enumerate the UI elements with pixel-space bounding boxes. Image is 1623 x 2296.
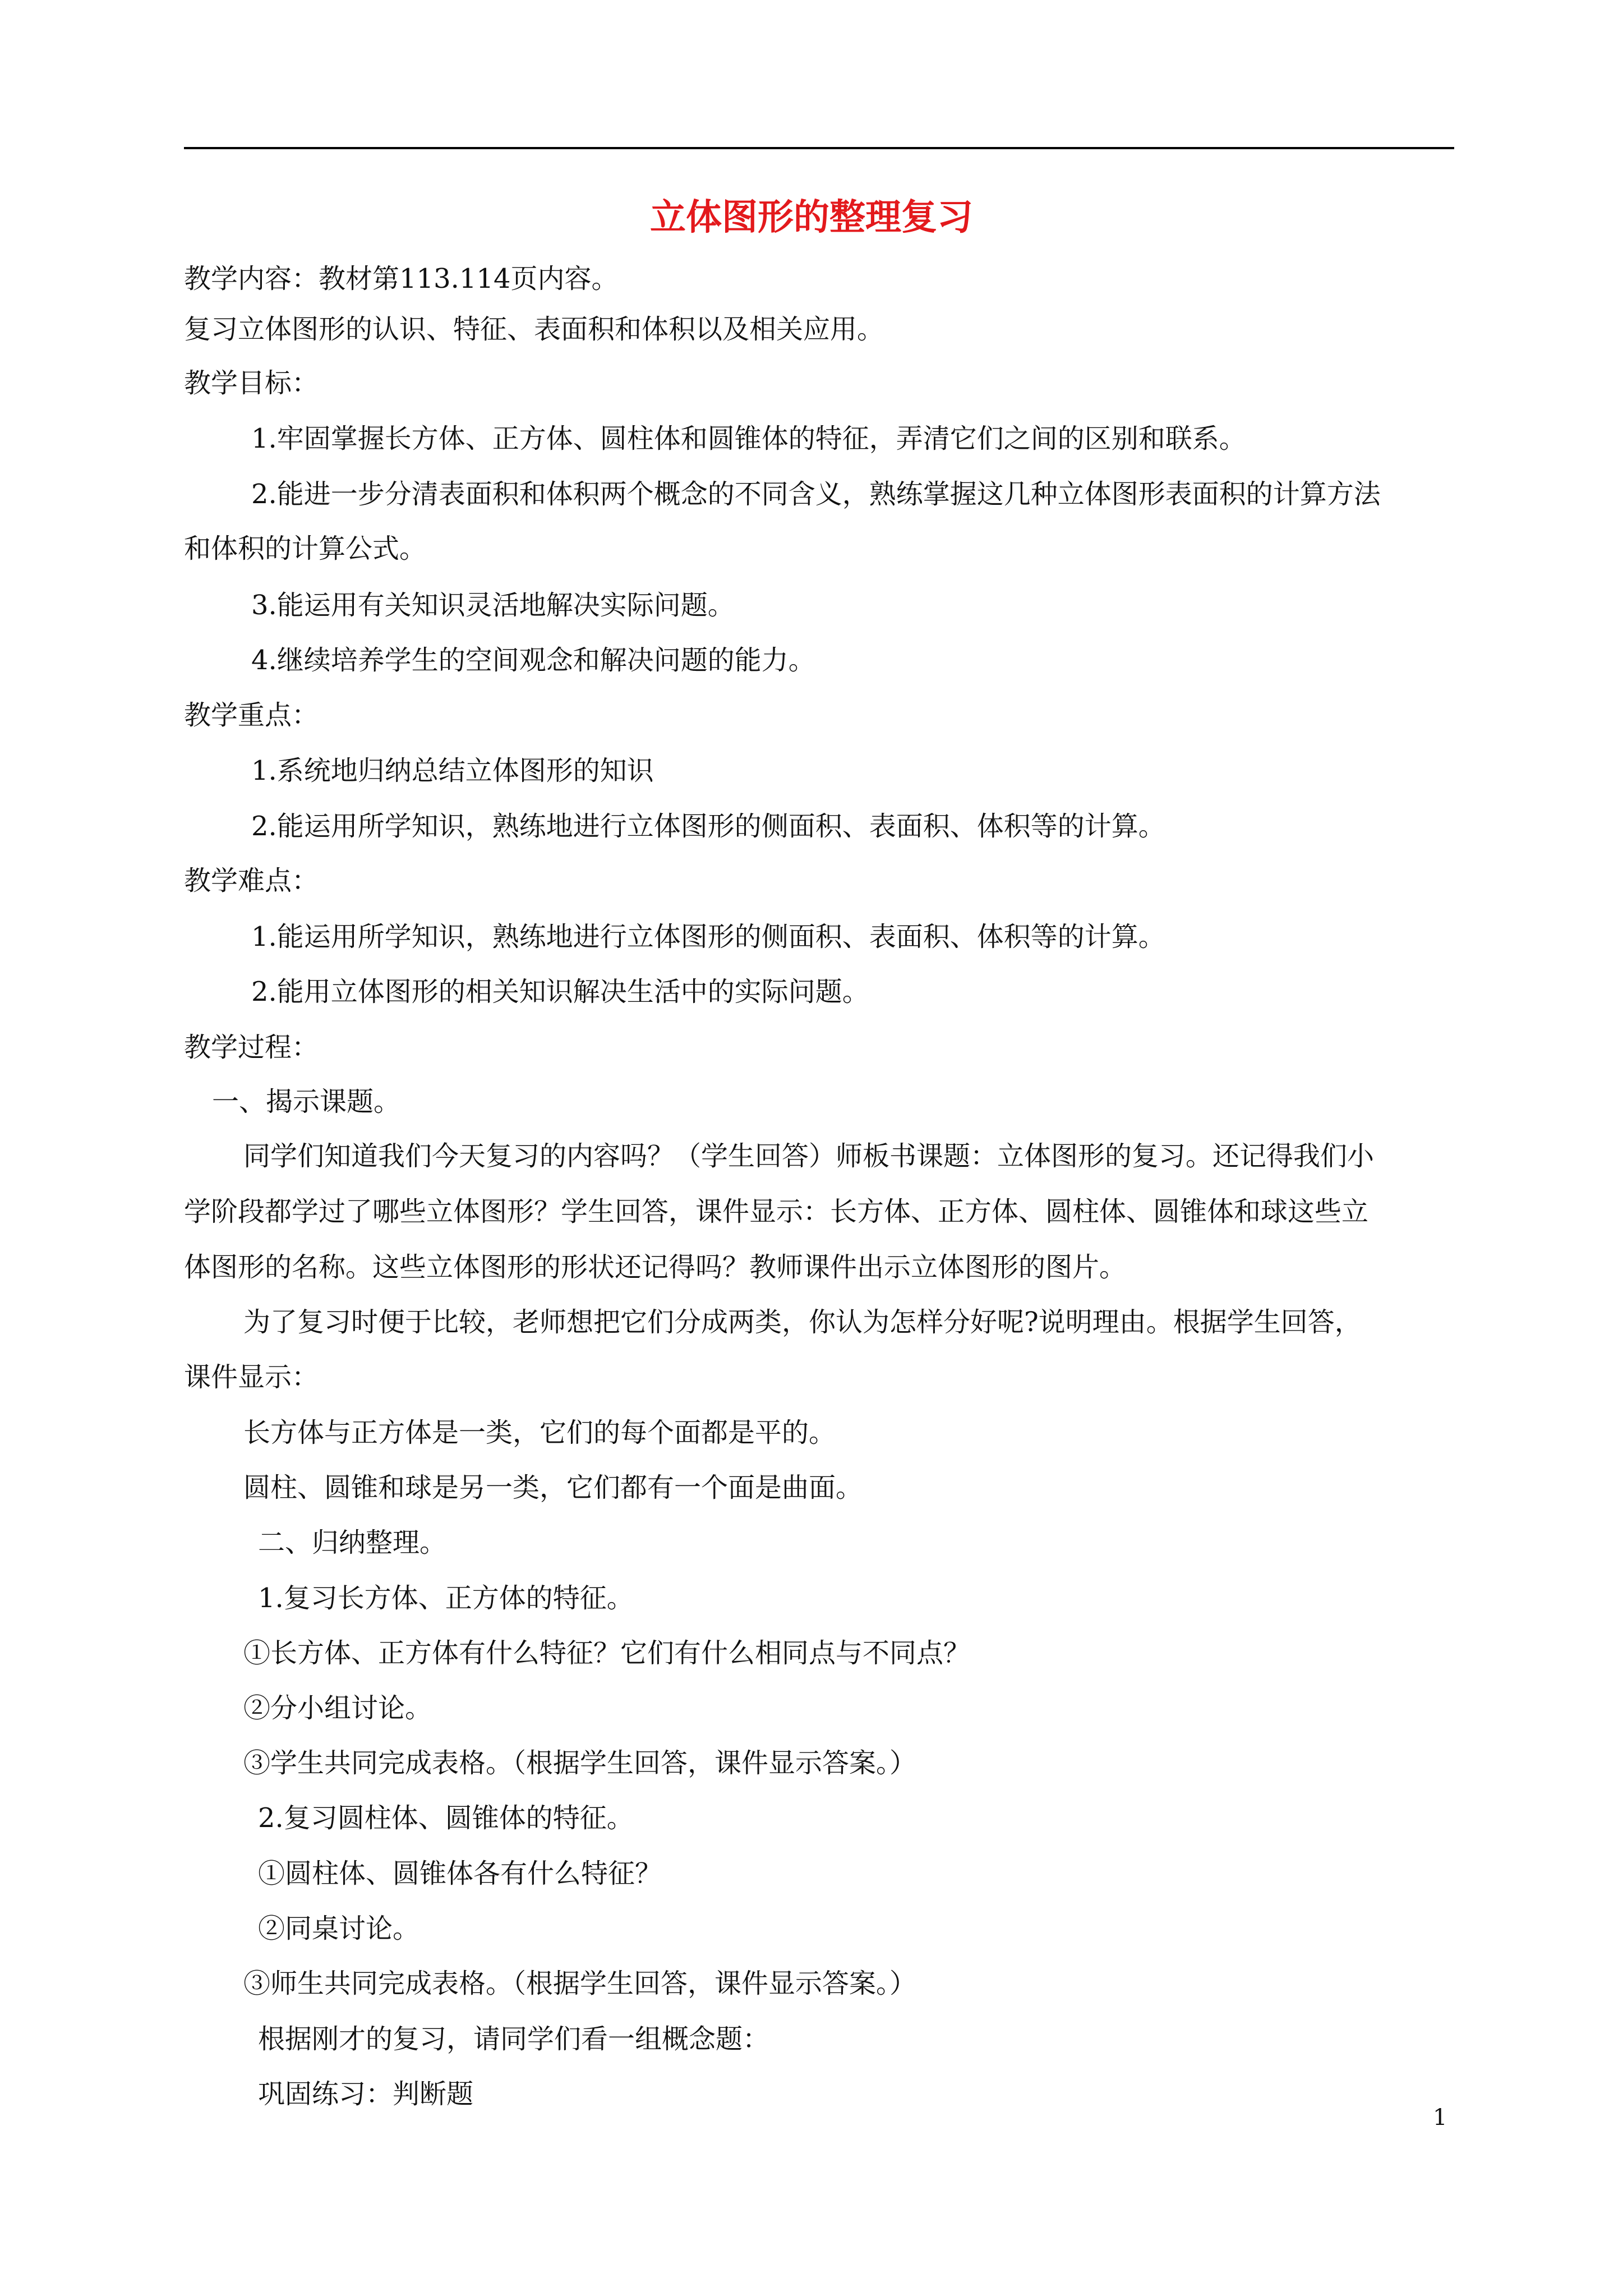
text-line: 2.复习圆柱体、圆锥体的特征。 (258, 1802, 634, 1834)
text-line: 复习立体图形的认识、特征、表面积和体积以及相关应用。 (184, 314, 884, 345)
text-line: 圆柱、圆锥和球是另一类，它们都有一个面是曲面。 (243, 1472, 863, 1503)
text-line: ③学生共同完成表格。（根据学生回答，课件显示答案。） (243, 1747, 917, 1779)
text-line: 教学内容：教材第113.114页内容。 (184, 263, 619, 295)
text-line: 教学过程： (184, 1032, 319, 1063)
text-line: ①长方体、正方体有什么特征？它们有什么相同点与不同点？ (243, 1637, 971, 1669)
text-line: 和体积的计算公式。 (184, 533, 427, 564)
text-line: 2.能用立体图形的相关知识解决生活中的实际问题。 (251, 976, 869, 1007)
text-line: 教学目标： (184, 367, 319, 399)
text-line: 1.系统地归纳总结立体图形的知识 (251, 755, 654, 786)
text-line: 长方体与正方体是一类，它们的每个面都是平的。 (243, 1417, 836, 1448)
text-line: ②分小组讨论。 (243, 1692, 432, 1724)
text-line: 1.牢固掌握长方体、正方体、圆柱体和圆锥体的特征，弄清它们之间的区别和联系。 (251, 423, 1246, 454)
text-line: 同学们知道我们今天复习的内容吗？（学生回答）师板书课题：立体图形的复习。还记得我们小 (243, 1140, 1375, 1172)
text-line: 学阶段都学过了哪些立体图形？学生回答，课件显示：长方体、正方体、圆柱体、圆锥体和球这些立 (184, 1196, 1369, 1227)
text-line: 1.能运用所学知识，熟练地进行立体图形的侧面积、表面积、体积等的计算。 (251, 921, 1165, 953)
text-line: 体图形的名称。这些立体图形的形状还记得吗？教师课件出示立体图形的图片。 (184, 1251, 1127, 1283)
text-line: 3.能运用有关知识灵活地解决实际问题。 (251, 590, 735, 621)
text-line: 教学重点： (184, 700, 319, 731)
text-line: ②同桌讨论。 (258, 1913, 420, 1944)
text-line: 4.继续培养学生的空间观念和解决问题的能力。 (251, 645, 815, 676)
text-line: 为了复习时便于比较，老师想把它们分成两类，你认为怎样分好呢?说明理由。根据学生回答， (243, 1306, 1362, 1338)
text-line: 根据刚才的复习，请同学们看一组概念题： (258, 2023, 770, 2055)
text-line: 一、揭示课题。 (212, 1086, 401, 1117)
text-line: 教学难点： (184, 865, 319, 896)
text-line: 课件显示： (184, 1361, 319, 1393)
text-line: ①圆柱体、圆锥体各有什么特征？ (258, 1858, 662, 1889)
text-line: 1.复习长方体、正方体的特征。 (258, 1582, 634, 1614)
text-line: 巩固练习：判断题 (258, 2078, 474, 2110)
document-title: 立体图形的整理复习 (650, 197, 973, 238)
text-line: ③师生共同完成表格。（根据学生回答，课件显示答案。） (243, 1968, 917, 1999)
text-line: 2.能运用所学知识，熟练地进行立体图形的侧面积、表面积、体积等的计算。 (251, 811, 1165, 842)
header-rule (184, 147, 1454, 149)
text-line: 2.能进一步分清表面积和体积两个概念的不同含义，熟练掌握这几种立体图形表面积的计算方法 (251, 478, 1381, 510)
text-line: 二、归纳整理。 (258, 1527, 447, 1558)
page-number: 1 (1433, 2105, 1447, 2131)
